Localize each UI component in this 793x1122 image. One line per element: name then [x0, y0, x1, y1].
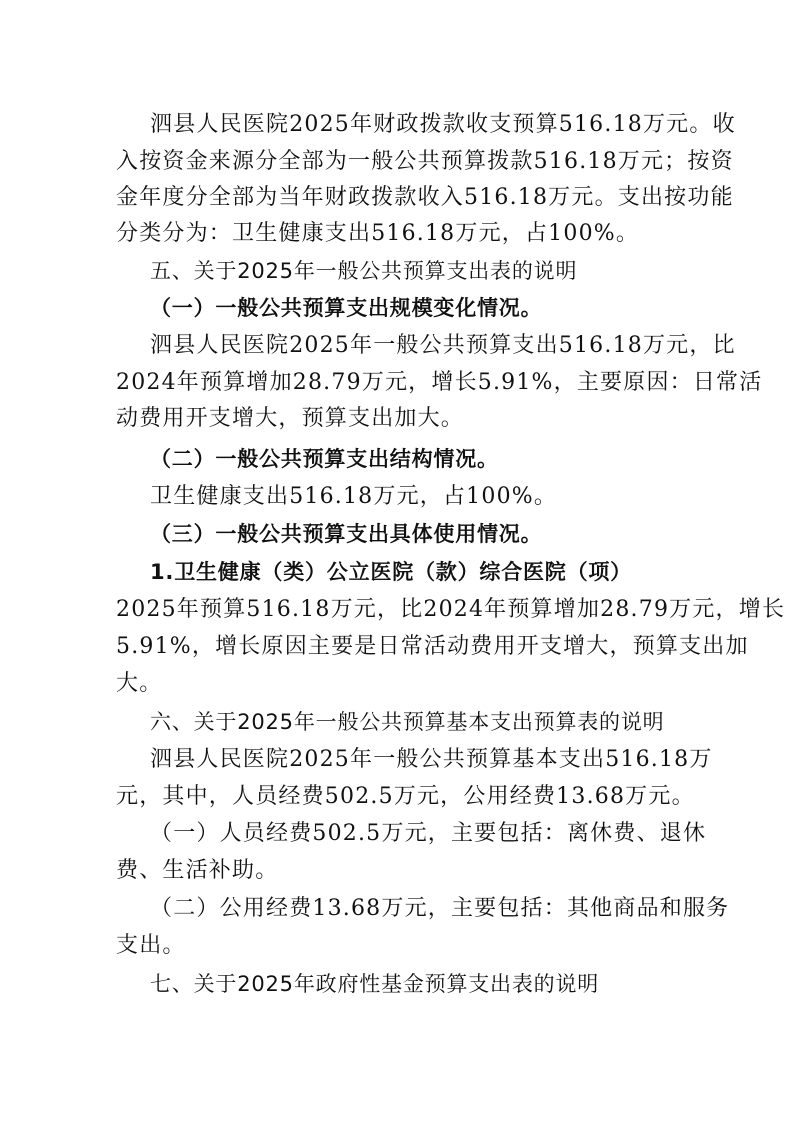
paragraph-scale-change-line-3: 动费用开支增大，预算支出加大。 — [116, 406, 465, 431]
paragraph-health-item-line-2: 5.91%，增长原因主要是日常活动费用开支增大，预算支出加 — [116, 634, 749, 659]
paragraph-personnel-line-2: 费、生活补助。 — [116, 858, 279, 883]
subheading-health-item: 1.卫生健康（类）公立医院（款）综合医院（项） — [150, 560, 632, 584]
paragraph-basic-expenditure-line-2: 元，其中，人员经费502.5万元，公用经费13.68万元。 — [116, 784, 695, 809]
paragraph-budget-summary-line-3: 金年度分全部为当年财政拨款收入516.18万元。支出按功能 — [116, 185, 734, 210]
paragraph-public-line-1: （二）公用经费13.68万元，主要包括：其他商品和服务 — [150, 896, 730, 921]
paragraph-health-item-line-1: 2025年预算516.18万元，比2024年预算增加28.79万元，增长 — [116, 597, 786, 622]
paragraph-scale-change-line-1: 泗县人民医院2025年一般公共预算支出516.18万元，比 — [150, 333, 736, 358]
paragraph-basic-expenditure-line-1: 泗县人民医院2025年一般公共预算基本支出516.18万 — [150, 747, 713, 772]
section-heading-7: 七、关于2025年政府性基金预算支出表的说明 — [150, 972, 600, 996]
paragraph-budget-summary-line-4: 分类分为：卫生健康支出516.18万元，占100%。 — [116, 221, 640, 246]
paragraph-scale-change-line-2: 2024年预算增加28.79万元，增长5.91%，主要原因：日常活 — [116, 370, 763, 395]
section-heading-5: 五、关于2025年一般公共预算支出表的说明 — [150, 259, 578, 283]
paragraph-structure: 卫生健康支出516.18万元，占100%。 — [150, 484, 558, 509]
subheading-scale-change: （一）一般公共预算支出规模变化情况。 — [150, 296, 543, 320]
paragraph-personnel-line-1: （一）人员经费502.5万元，主要包括：离休费、退休 — [150, 821, 707, 846]
paragraph-public-line-2: 支出。 — [116, 933, 186, 958]
paragraph-budget-summary-line-2: 入按资金来源分全部为一般公共预算拨款516.18万元；按资 — [116, 149, 734, 174]
paragraph-health-item-line-3: 大。 — [116, 671, 163, 696]
subheading-specific-use: （三）一般公共预算支出具体使用情况。 — [150, 522, 543, 546]
paragraph-budget-summary-line-1: 泗县人民医院2025年财政拨款收支预算516.18万元。收 — [150, 112, 736, 137]
section-heading-6: 六、关于2025年一般公共预算基本支出预算表的说明 — [150, 710, 665, 734]
subheading-structure: （二）一般公共预算支出结构情况。 — [150, 447, 499, 471]
